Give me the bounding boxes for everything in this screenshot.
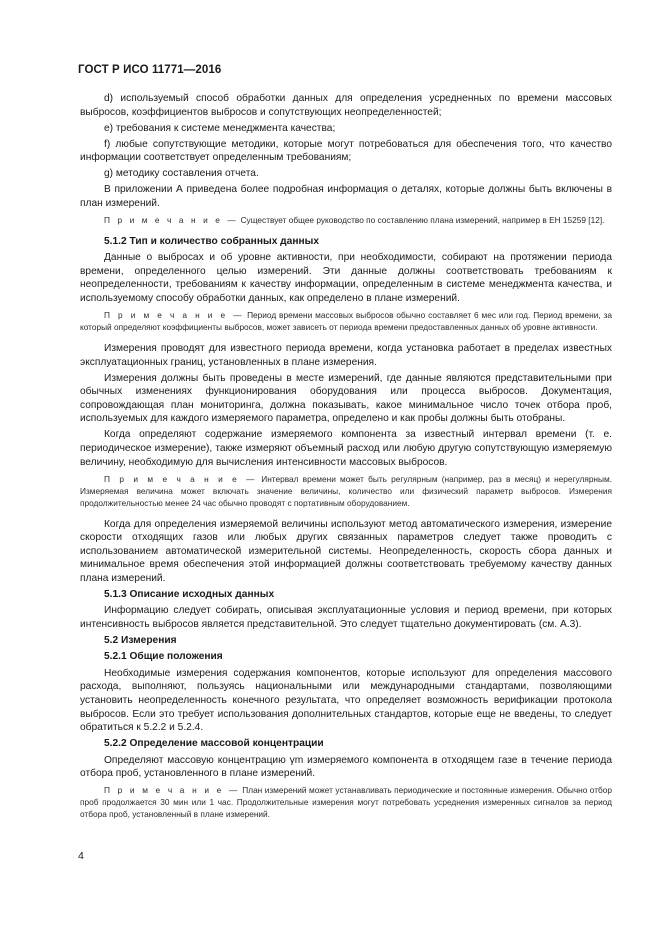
section-heading-5-1-2: 5.1.2 Тип и количество собранных данных xyxy=(104,235,319,247)
note xyxy=(80,784,612,820)
list-item-g: g) методику составления отчета. xyxy=(104,168,259,180)
paragraph: Информацию следует собирать, описывая эксплуатационные условия и период времени, при которых интенсивность выбросов является представительной. Это следует тщательно документировать (см. А.3). xyxy=(80,605,612,631)
page-number: 4 xyxy=(78,850,84,862)
list-item-e: e) требования к системе менеджмента качества; xyxy=(104,122,336,134)
paragraph: Когда определяют содержание измеряемого компонента за известный интервал времени (т. е. периодическое измерение), также измеряют объемный расход или любую другую сопутствующую измеряемую величину, необходимую для вычисления интенсивности массовых выбросов. xyxy=(80,429,612,468)
paragraph: Данные о выбросах и об уровне активности, при необходимости, собирают на протяжении периода времени, определенного целью измерений. Эти данные должны соответствовать требованиям к неопределенности, требованиям к качеству информации, определенным в системе менеджмента качества, и используемому способу обработки данных, как определено в плане измерений. xyxy=(80,252,612,304)
paragraph: Измерения должны быть проведены в месте измерений, где данные являются представительными при обычных изменениях функционирования оборудования или процесса выбросов. Документация, сопровождающая план мониторинга, должна показывать, какое минимальное число точек отбора проб, используемых для каждого измеряемого параметра, определено и как пробы должны быть отобраны. xyxy=(80,372,612,425)
note xyxy=(80,473,612,509)
section-heading-5-2: 5.2 Измерения xyxy=(104,635,177,647)
paragraph: Необходимые измерения содержания компонентов, которые используют для определения массового расхода, выполняют, пользуясь национальными или международными стандартами, позволяющими установить неопределенность конечного результата, что определяет возможность верификации протокола выбросов. Если это требует использования дополнительных стандартов, которые еще не введены, то следует обратиться к 5.2.2 и 5.2.4. xyxy=(80,667,612,734)
note-text: Интервал времени может быть регулярным (например, раз в месяц) и нерегулярным. Измеряемая величина может включать значение величины, количество или физический параметр выбросов. Измерения продолжительностью менее 24 час обычно проводят с портативным оборудованием. xyxy=(80,473,612,508)
paragraph: Определяют массовую концентрацию γm измеряемого компонента в отходящем газе в течение периода отбора проб, установленного в плане измерений. xyxy=(80,754,612,780)
section-heading-5-1-3: 5.1.3 Описание исходных данных xyxy=(104,589,275,601)
note-label: П р и м е ч а н и е — xyxy=(104,785,240,796)
note xyxy=(80,309,612,333)
note-label: П р и м е ч а н и е — xyxy=(104,214,239,225)
document-body xyxy=(80,92,612,829)
list-item-f: f) любые сопутствующие методики, которые могут потребоваться для обеспечения того, что качество информации соответствует определенным требованиям; xyxy=(80,138,612,164)
list-item-d: d) используемый способ обработки данных для определения усредненных по времени массовых выбросов, коэффициентов выбросов и сопутствующих неопределенностей; xyxy=(80,93,612,118)
note-text: План измерений может устанавливать периодические и постоянные измерения. Обычно отбор проб продолжается 30 мин или 1 час. Продолжительные измерения могут потребовать усреднения измеренных сигналов за период отбора проб, установленный в плане измерений. xyxy=(80,785,613,820)
section-heading-5-2-1: 5.2.1 Общие положения xyxy=(104,651,223,663)
note-text: Существует общее руководство по составлению плана измерений, например в EH 15259 [12]. xyxy=(240,214,605,225)
section-heading-5-2-2: 5.2.2 Определение массовой концентрации xyxy=(104,738,324,750)
note-label: П р и м е ч а н и е — xyxy=(104,473,258,484)
paragraph: В приложении А приведена более подробная информация о деталях, которые должны быть включены в план измерений. xyxy=(80,184,612,209)
paragraph: Когда для определения измеряемой величины используют метод автоматического измерения, измерение скорости отходящих газов или любых других связанных параметров следует также проводить с использованием автоматической измерительной системы. Неопределенность, скорость сбора данных и минимальное время обеспечения этой информацией должны соответствовать требуемому качеству данных плана измерений. xyxy=(80,518,612,585)
note-text: Период времени массовых выбросов обычно составляет 6 мес или год. Период времени, за который определяют коэффициенты выбросов, может зависеть от периода времени предоставленных данных об уровне активности. xyxy=(80,310,613,333)
note xyxy=(80,214,612,226)
note-label: П р и м е ч а н и е — xyxy=(104,310,245,321)
paragraph: Измерения проводят для известного периода времени, когда установка работает в пределах известных эксплуатационных границ, установленных в плане измерения. xyxy=(80,343,612,368)
document-header: ГОСТ Р ИСО 11771—2016 xyxy=(78,64,222,76)
